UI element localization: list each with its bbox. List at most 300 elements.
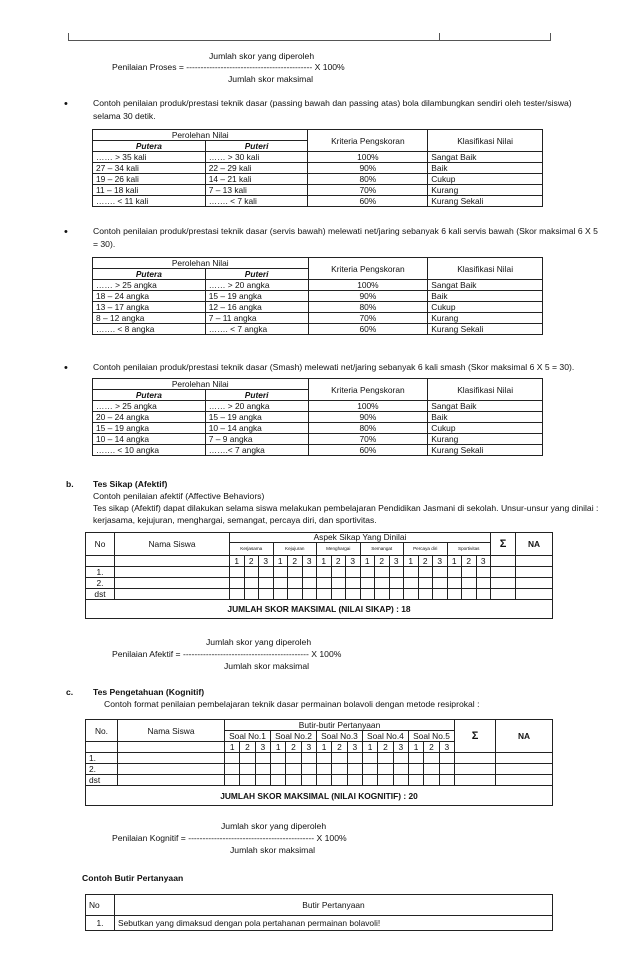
score-cell <box>439 753 454 764</box>
score-cell <box>332 775 347 786</box>
score-cell <box>255 753 270 764</box>
score-cell <box>240 753 255 764</box>
score-cell <box>301 775 316 786</box>
score-cell <box>301 764 316 775</box>
score-cell <box>286 764 301 775</box>
header-kriteria: Kriteria Pengskoran <box>308 258 428 280</box>
score-cell <box>389 567 404 578</box>
score-header: 3 <box>301 742 316 753</box>
sikap-table <box>85 532 553 619</box>
page-top-border <box>68 33 551 41</box>
score-cell <box>476 578 491 589</box>
header-putera: Putera <box>93 269 206 280</box>
score-cell <box>424 753 439 764</box>
cell-klasifikasi: Cukup <box>428 423 543 434</box>
header-puteri: Puteri <box>205 269 308 280</box>
header-klasifikasi: Klasifikasi Nilai <box>428 379 543 401</box>
score-cell <box>408 764 423 775</box>
header-puteri: Puteri <box>205 141 308 152</box>
score-cell <box>433 589 448 600</box>
score-header: 2 <box>240 742 255 753</box>
cell-klasifikasi: Sangat Baik <box>428 152 543 163</box>
header-klasifikasi: Klasifikasi Nilai <box>428 130 543 152</box>
score-cell <box>244 567 259 578</box>
score-cell <box>393 775 408 786</box>
score-cell <box>244 578 259 589</box>
score-cell <box>225 753 240 764</box>
score-header: 3 <box>302 556 317 567</box>
table-row <box>93 291 543 302</box>
score-header: 1 <box>360 556 375 567</box>
score-cell <box>230 567 245 578</box>
score-header: 1 <box>225 742 240 753</box>
cell-kriteria: 100% <box>308 401 428 412</box>
score-header: 1 <box>362 742 377 753</box>
score-cell <box>244 589 259 600</box>
table-row <box>93 163 543 174</box>
empty-cell <box>516 556 553 567</box>
score-cell <box>378 764 393 775</box>
table-row <box>93 152 543 163</box>
score-cell <box>496 753 553 764</box>
score-cell <box>347 775 362 786</box>
score-header: 3 <box>476 556 491 567</box>
score-cell <box>362 753 377 764</box>
score-cell <box>389 578 404 589</box>
score-cell <box>433 567 448 578</box>
row-no: 2. <box>86 578 115 589</box>
aspect-header: Semangat <box>360 543 404 556</box>
servis-table <box>92 257 543 335</box>
header-perolehan: Perolehan Nilai <box>93 258 309 269</box>
cell-putera: ……. < 10 angka <box>93 445 206 456</box>
row-no: 1. <box>86 567 115 578</box>
row-no: dst <box>86 589 115 600</box>
score-header: 2 <box>331 556 346 567</box>
score-cell <box>230 589 245 600</box>
kognitif-title: Tes Pengetahuan (Kognitif) <box>93 687 205 697</box>
score-cell <box>404 567 419 578</box>
score-header: 1 <box>316 742 331 753</box>
score-header: 2 <box>244 556 259 567</box>
sikap-title: Tes Sikap (Afektif) <box>93 479 168 489</box>
score-cell <box>455 775 496 786</box>
score-header: 2 <box>462 556 477 567</box>
kognitif-total: JUMLAH SKOR MAKSIMAL (NILAI KOGNITIF) : 20 <box>86 786 553 806</box>
soal-header: Soal No.2 <box>270 731 316 742</box>
score-header: 1 <box>404 556 419 567</box>
cell-puteri: …… > 30 kali <box>205 152 308 163</box>
score-header: 2 <box>375 556 390 567</box>
kognitif-formula: Penilaian Kognitif = -------------------------------------------- X 100% <box>112 833 347 843</box>
cell-puteri: …….< 7 angka <box>205 445 308 456</box>
score-cell <box>476 567 491 578</box>
score-header: 3 <box>346 556 361 567</box>
sikap-line1: Contoh penilaian afektif (Affective Behaviors) <box>93 491 265 501</box>
cell-puteri: 12 – 16 angka <box>205 302 308 313</box>
score-header: 3 <box>393 742 408 753</box>
soal-header: Soal No.4 <box>362 731 408 742</box>
header-putera: Putera <box>93 390 206 401</box>
cell-putera: ……. < 11 kali <box>93 196 206 207</box>
score-cell <box>302 589 317 600</box>
cell-kriteria: 60% <box>308 324 428 335</box>
empty-cell <box>491 556 516 567</box>
score-cell <box>462 589 477 600</box>
score-header: 2 <box>286 742 301 753</box>
score-cell <box>259 567 274 578</box>
student-name-cell <box>115 567 230 578</box>
cell-kriteria: 100% <box>308 152 428 163</box>
table-row <box>93 434 543 445</box>
table-row <box>93 401 543 412</box>
cell-puteri: 7 – 13 kali <box>205 185 308 196</box>
score-cell <box>259 589 274 600</box>
header-butir: Butir-butir Pertanyaan <box>225 720 455 731</box>
score-cell <box>462 578 477 589</box>
student-name-cell <box>118 753 225 764</box>
cell-klasifikasi: Cukup <box>428 302 543 313</box>
header-nama: Nama Siswa <box>118 720 225 742</box>
afektif-denominator: Jumlah skor maksimal <box>224 661 310 671</box>
score-cell <box>346 578 361 589</box>
score-cell <box>240 764 255 775</box>
score-cell <box>408 753 423 764</box>
score-cell <box>270 753 285 764</box>
afektif-numerator: Jumlah skor yang diperoleh <box>206 637 312 647</box>
cell-putera: 8 – 12 angka <box>93 313 206 324</box>
score-cell <box>225 764 240 775</box>
cell-puteri: …… > 20 angka <box>205 280 308 291</box>
aspect-header: Sportivitas <box>447 543 491 556</box>
cell-putera: …… > 25 angka <box>93 401 206 412</box>
score-cell <box>360 567 375 578</box>
cell-klasifikasi: Kurang <box>428 185 543 196</box>
score-cell <box>439 764 454 775</box>
cell-kriteria: 80% <box>308 174 428 185</box>
table-row <box>93 280 543 291</box>
table-row <box>86 753 553 764</box>
header-na: NA <box>516 533 553 556</box>
cell-puteri: ……. < 7 kali <box>205 196 308 207</box>
bullet-icon: • <box>64 362 68 374</box>
score-header: 3 <box>255 742 270 753</box>
row-no: 1. <box>86 753 118 764</box>
sikap-line3: kerjasama, kejujuran, menghargai, semangat, percaya diri, dan sportivitas. <box>93 515 377 525</box>
aspect-header: Menghargai <box>317 543 361 556</box>
score-cell <box>491 567 516 578</box>
bullet-icon: • <box>64 98 68 110</box>
score-cell <box>447 589 462 600</box>
row-no: 2. <box>86 764 118 775</box>
score-header: 3 <box>439 742 454 753</box>
section-letter-b: b. <box>66 479 74 489</box>
score-cell <box>362 775 377 786</box>
score-cell <box>240 775 255 786</box>
score-cell <box>360 578 375 589</box>
bullet-icon: • <box>64 226 68 238</box>
score-cell <box>347 764 362 775</box>
score-cell <box>259 578 274 589</box>
cell-kriteria: 100% <box>308 280 428 291</box>
header-no: No. <box>86 720 118 742</box>
cell-kriteria: 80% <box>308 423 428 434</box>
table-row <box>93 185 543 196</box>
student-name-cell <box>118 775 225 786</box>
score-cell <box>230 578 245 589</box>
sigma-header: Σ <box>491 533 516 556</box>
cell-klasifikasi: Kurang Sekali <box>428 445 543 456</box>
score-cell <box>491 578 516 589</box>
score-cell <box>455 764 496 775</box>
student-name-cell <box>115 589 230 600</box>
butir-row-text: Sebutkan yang dimaksud dengan pola pertahanan permainan bolavoli! <box>115 916 553 931</box>
score-cell <box>418 578 433 589</box>
cell-kriteria: 70% <box>308 313 428 324</box>
score-header: 2 <box>288 556 303 567</box>
score-cell <box>332 753 347 764</box>
score-cell <box>288 589 303 600</box>
score-cell <box>424 775 439 786</box>
score-cell <box>516 578 553 589</box>
soal-header: Soal No.3 <box>316 731 362 742</box>
header-aspek: Aspek Sikap Yang Dinilai <box>230 533 491 543</box>
table-row <box>86 589 553 600</box>
header-perolehan: Perolehan Nilai <box>93 130 308 141</box>
cell-puteri: 7 – 11 angka <box>205 313 308 324</box>
score-header: 1 <box>270 742 285 753</box>
score-cell <box>393 764 408 775</box>
cell-kriteria: 70% <box>308 434 428 445</box>
score-cell <box>516 567 553 578</box>
cell-kriteria: 80% <box>308 302 428 313</box>
cell-putera: 27 – 34 kali <box>93 163 206 174</box>
score-cell <box>286 775 301 786</box>
table-row <box>86 775 553 786</box>
score-header: 3 <box>433 556 448 567</box>
header-perolehan: Perolehan Nilai <box>93 379 309 390</box>
score-cell <box>255 775 270 786</box>
score-cell <box>389 589 404 600</box>
servis-intro: Contoh penilaian produk/prestasi teknik dasar (servis bawah) melewati net/jaring sebanyak 6 kali servis bawah (Skor maksimal 6 X 5 = 30). <box>93 226 598 249</box>
afektif-formula: Penilaian Afektif = -------------------------------------------- X 100% <box>112 649 342 659</box>
soal-header: Soal No.5 <box>408 731 454 742</box>
student-name-cell <box>118 764 225 775</box>
cell-putera: 11 – 18 kali <box>93 185 206 196</box>
score-header: 1 <box>408 742 423 753</box>
score-cell <box>301 753 316 764</box>
table-row <box>93 412 543 423</box>
sikap-line2: Tes sikap (Afektif) dapat dilakukan selama siswa melakukan pembelajaran Pendidikan Jasmani di sekolah. Unsur-unsur yang dinilai : <box>93 503 599 513</box>
score-header: 2 <box>424 742 439 753</box>
score-cell <box>225 775 240 786</box>
proses-numerator: Jumlah skor yang diperoleh <box>209 51 315 61</box>
table-row <box>86 578 553 589</box>
score-cell <box>433 578 448 589</box>
score-cell <box>404 578 419 589</box>
score-cell <box>439 775 454 786</box>
cell-putera: …… > 25 angka <box>93 280 206 291</box>
proses-formula: Penilaian Proses = -------------------------------------------- X 100% <box>112 62 345 72</box>
cell-klasifikasi: Sangat Baik <box>428 401 543 412</box>
sikap-total: JUMLAH SKOR MAKSIMAL (NILAI SIKAP) : 18 <box>86 600 553 619</box>
butir-title: Contoh Butir Pertanyaan <box>82 873 184 883</box>
cell-klasifikasi: Baik <box>428 291 543 302</box>
score-cell <box>255 764 270 775</box>
score-cell <box>317 567 332 578</box>
table-row <box>93 324 543 335</box>
header-klasifikasi: Klasifikasi Nilai <box>428 258 543 280</box>
sigma-header: Σ <box>455 720 496 753</box>
score-cell <box>302 567 317 578</box>
table-row <box>93 313 543 324</box>
header-putera: Putera <box>93 141 206 152</box>
aspect-header: Kejujuran <box>273 543 317 556</box>
soal-header: Soal No.1 <box>225 731 271 742</box>
cell-kriteria: 90% <box>308 412 428 423</box>
score-cell <box>331 567 346 578</box>
score-header: 3 <box>259 556 274 567</box>
header-no: No <box>86 895 115 916</box>
cell-putera: 20 – 24 angka <box>93 412 206 423</box>
student-name-cell <box>115 578 230 589</box>
score-cell <box>447 578 462 589</box>
table-row <box>93 423 543 434</box>
cell-klasifikasi: Kurang <box>428 313 543 324</box>
cell-klasifikasi: Kurang Sekali <box>428 324 543 335</box>
cell-kriteria: 90% <box>308 163 428 174</box>
header-nama: Nama Siswa <box>115 533 230 556</box>
cell-puteri: 22 – 29 kali <box>205 163 308 174</box>
cell-putera: 18 – 24 angka <box>93 291 206 302</box>
score-cell <box>362 764 377 775</box>
aspect-header: Kerjasama <box>230 543 274 556</box>
cell-puteri: 15 – 19 angka <box>205 291 308 302</box>
cell-putera: 19 – 26 kali <box>93 174 206 185</box>
score-cell <box>375 578 390 589</box>
score-cell <box>331 589 346 600</box>
score-cell <box>476 589 491 600</box>
score-header: 2 <box>418 556 433 567</box>
score-cell <box>496 764 553 775</box>
cell-putera: ……. < 8 angka <box>93 324 206 335</box>
score-cell <box>404 589 419 600</box>
cell-kriteria: 60% <box>308 445 428 456</box>
table-row <box>86 567 553 578</box>
score-cell <box>346 567 361 578</box>
score-header: 1 <box>273 556 288 567</box>
header-no: No <box>86 533 115 556</box>
cell-putera: 15 – 19 angka <box>93 423 206 434</box>
score-cell <box>347 753 362 764</box>
score-cell <box>360 589 375 600</box>
score-cell <box>273 578 288 589</box>
cell-kriteria: 90% <box>308 291 428 302</box>
cell-klasifikasi: Kurang Sekali <box>428 196 543 207</box>
score-cell <box>418 589 433 600</box>
cell-putera: 10 – 14 angka <box>93 434 206 445</box>
score-header: 2 <box>332 742 347 753</box>
score-cell <box>302 578 317 589</box>
score-cell <box>317 589 332 600</box>
score-cell <box>273 589 288 600</box>
score-header: 3 <box>389 556 404 567</box>
cell-klasifikasi: Baik <box>428 412 543 423</box>
header-kriteria: Kriteria Pengskoran <box>308 130 428 152</box>
table-row <box>86 764 553 775</box>
cell-puteri: 7 – 9 angka <box>205 434 308 445</box>
row-no: dst <box>86 775 118 786</box>
cell-klasifikasi: Kurang <box>428 434 543 445</box>
score-cell <box>375 589 390 600</box>
score-cell <box>288 578 303 589</box>
butir-row-no: 1. <box>86 916 115 931</box>
butir-table <box>85 894 553 931</box>
score-cell <box>270 764 285 775</box>
cell-puteri: 10 – 14 angka <box>205 423 308 434</box>
cell-putera: 13 – 17 angka <box>93 302 206 313</box>
psik-intro: Contoh penilaian produk/prestasi teknik dasar (passing bawah dan passing atas) bola dilambungkan sendiri oleh tester/siswa) selama 30 detik. <box>93 98 572 121</box>
score-cell <box>418 567 433 578</box>
score-cell <box>286 753 301 764</box>
cell-klasifikasi: Cukup <box>428 174 543 185</box>
table-row <box>93 445 543 456</box>
score-cell <box>455 753 496 764</box>
score-cell <box>316 775 331 786</box>
header-na: NA <box>496 720 553 753</box>
score-cell <box>424 764 439 775</box>
cell-puteri: 14 – 21 kali <box>205 174 308 185</box>
cell-kriteria: 60% <box>308 196 428 207</box>
cell-puteri: 15 – 19 angka <box>205 412 308 423</box>
table-row <box>93 174 543 185</box>
kognitif-line1: Contoh format penilaian pembelajaran teknik dasar permainan bolavoli dengan metode resiprokal : <box>104 699 480 709</box>
score-cell <box>462 567 477 578</box>
aspect-header: Percaya diri <box>404 543 448 556</box>
cell-kriteria: 70% <box>308 185 428 196</box>
score-cell <box>316 753 331 764</box>
header-kriteria: Kriteria Pengskoran <box>308 379 428 401</box>
smash-intro: Contoh penilaian produk/prestasi teknik dasar (Smash) melewati net/jaring sebanyak 6 kali smash (Skor maksimal 6 X 5 = 30). <box>93 362 575 372</box>
kognitif-denominator: Jumlah skor maksimal <box>230 845 316 855</box>
section-letter-c: c. <box>66 687 74 697</box>
score-cell <box>316 764 331 775</box>
score-cell <box>378 775 393 786</box>
table-row <box>93 302 543 313</box>
cell-klasifikasi: Baik <box>428 163 543 174</box>
score-cell <box>378 753 393 764</box>
score-cell <box>496 775 553 786</box>
header-puteri: Puteri <box>205 390 308 401</box>
kognitif-numerator: Jumlah skor yang diperoleh <box>221 821 327 831</box>
table-row <box>93 196 543 207</box>
score-cell <box>408 775 423 786</box>
proses-denominator: Jumlah skor maksimal <box>228 74 314 84</box>
score-cell <box>393 753 408 764</box>
score-cell <box>447 567 462 578</box>
score-cell <box>346 589 361 600</box>
kognitif-table <box>85 719 553 806</box>
cell-klasifikasi: Sangat Baik <box>428 280 543 291</box>
cell-puteri: ……. < 7 angka <box>205 324 308 335</box>
cell-putera: …… > 35 kali <box>93 152 206 163</box>
score-cell <box>317 578 332 589</box>
score-header: 3 <box>347 742 362 753</box>
score-header: 1 <box>230 556 245 567</box>
score-cell <box>491 589 516 600</box>
score-header: 1 <box>447 556 462 567</box>
score-cell <box>331 578 346 589</box>
